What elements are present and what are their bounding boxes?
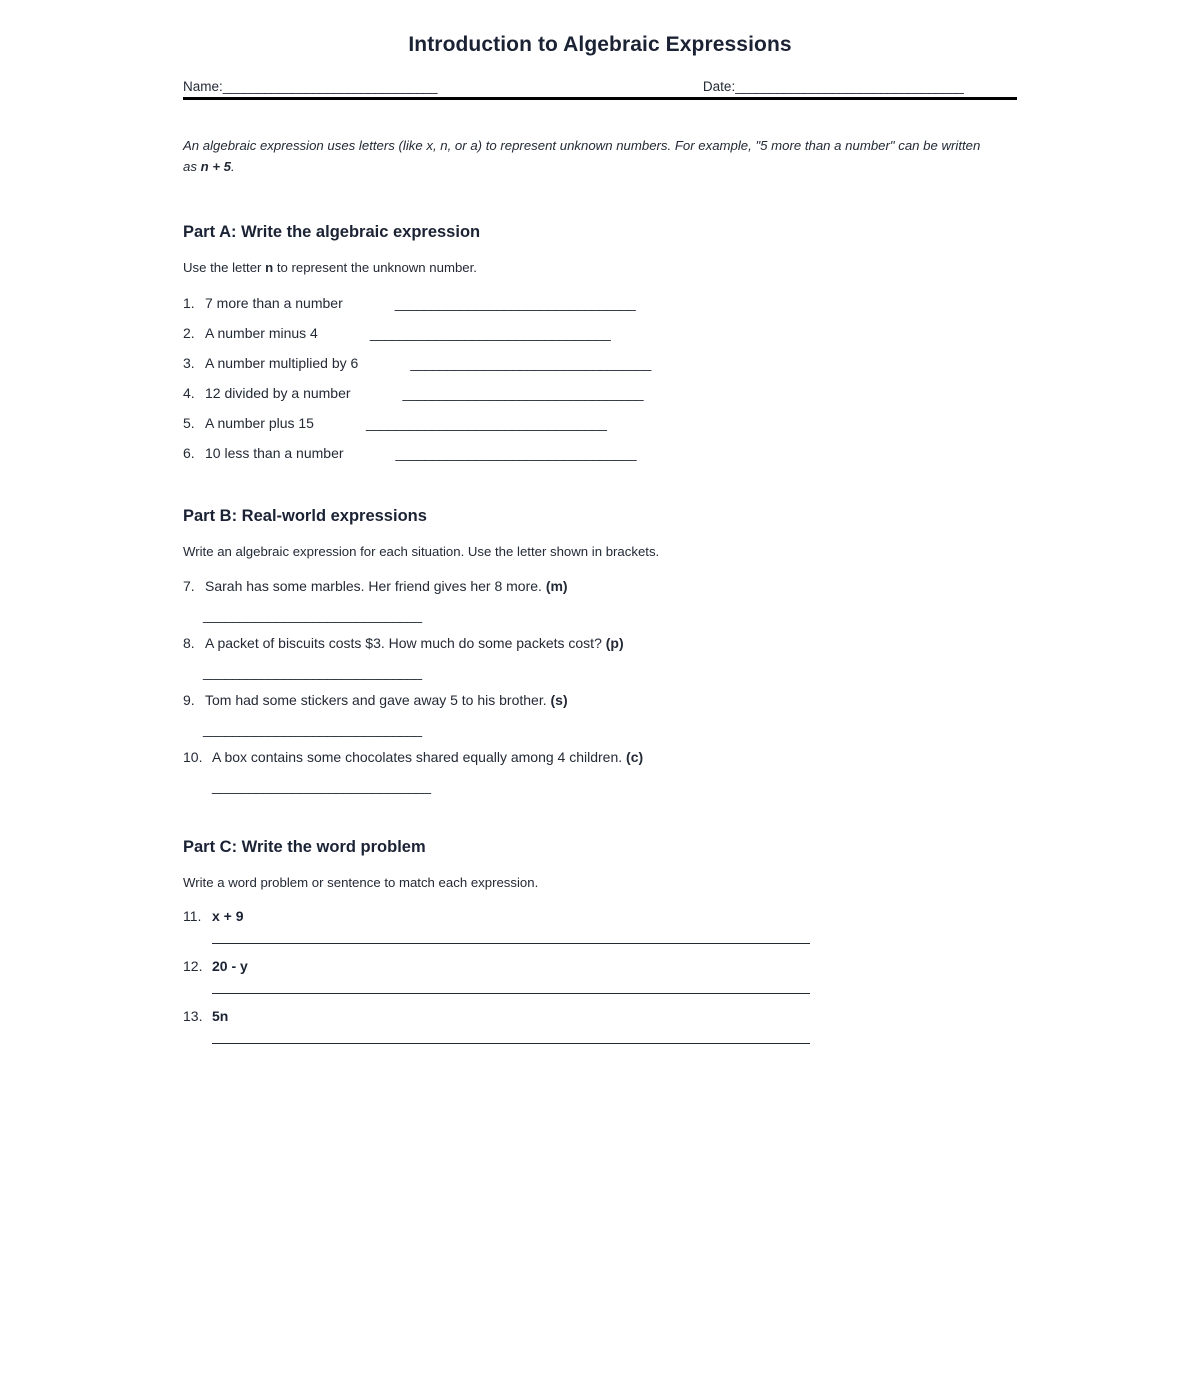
part-a-item [183,355,1017,371]
item-expression: x + 9 [212,908,244,925]
intro-text-before: An algebraic expression uses letters (like x, n, or a) to represent unknown numbers. For example, "5 more than a number" can be written as [183,138,981,174]
worksheet-content [183,0,1017,1058]
item-sentence: Sarah has some marbles. Her friend gives her 8 more. [205,577,546,594]
part-a-instruction-before: Use the letter [183,259,266,275]
item-answer-blank[interactable]: _________________________________ [410,354,651,371]
part-c-item [183,958,1017,994]
item-sentence: A box contains some chocolates shared equally among 4 children. [212,748,627,765]
item-text [212,749,643,765]
item-sentence: A packet of biscuits costs $3. How much do some packets cost? [205,634,606,651]
item-answer-blank[interactable]: _________________________________ [369,324,611,341]
question-line [183,692,1017,708]
item-prompt: 10 less than a number [205,444,344,461]
part-a-instruction [183,258,1017,278]
item-number: 1. [183,294,195,311]
item-number: 11. [183,908,202,925]
intro-text-after: . [231,158,235,174]
question-line [183,908,1017,924]
item-prompt: A number minus 4 [205,324,318,341]
header-divider [183,97,1017,100]
part-b-item [183,635,1017,680]
item-sentence: Tom had some stickers and gave away 5 to his brother. [205,691,551,708]
part-c-heading: Part C: Write the word problem [183,837,426,856]
date-input-blank[interactable]: _________________________________ [735,79,964,94]
item-expression: 5n [212,1008,229,1025]
name-input-blank[interactable]: _______________________________ [222,79,437,94]
part-a-item [183,445,1017,461]
part-c-item [183,1008,1017,1044]
item-variable: (s) [550,691,568,708]
item-answer-blank[interactable]: _________________________________ [365,414,607,431]
item-text [205,578,568,594]
name-label: Name: [183,79,223,94]
item-variable: (p) [605,634,624,651]
part-c-item [183,908,1017,944]
item-text [205,635,624,651]
item-number: 6. [183,444,195,461]
part-a-list [183,295,1017,461]
item-number: 2. [183,324,195,341]
part-b-list [183,578,1017,794]
part-c-list [183,908,1017,1044]
item-answer-blank[interactable]: ______________________________ [212,777,431,794]
item-prompt: A number plus 15 [205,414,314,431]
item-answer-blank[interactable]: _________________________________ [394,294,636,311]
item-answer-line[interactable] [212,1043,810,1044]
intro-paragraph [183,136,995,178]
item-number: 5. [183,414,195,431]
date-field-group[interactable] [703,79,963,94]
part-b-instruction: Write an algebraic expression for each situation. Use the letter shown in brackets. [183,543,660,559]
item-answer-blank[interactable]: ______________________________ [203,720,422,737]
item-prompt: A number multiplied by 6 [205,354,359,371]
part-a-item [183,295,1017,311]
part-b-item [183,692,1017,737]
item-number: 13. [183,1008,203,1025]
question-line [183,1008,1017,1024]
date-label: Date: [702,79,736,94]
item-prompt: 12 divided by a number [205,384,351,401]
question-line [183,635,1017,651]
question-line [183,958,1017,974]
item-answer-line[interactable] [212,943,810,944]
part-c-instruction: Write a word problem or sentence to match each expression. [183,874,539,890]
question-line [183,578,1017,594]
part-a-instruction-after: to represent the unknown number. [273,259,477,275]
item-expression: 20 - y [212,958,248,975]
item-prompt: 7 more than a number [205,294,343,311]
item-number: 10. [183,748,203,765]
part-a-item [183,385,1017,401]
part-a-heading: Part A: Write the algebraic expression [183,222,481,241]
item-number: 9. [183,691,195,708]
item-number: 7. [183,577,195,594]
intro-bold-expression: n + 5 [200,158,232,174]
part-b-item [183,578,1017,623]
question-line [183,749,1017,765]
name-date-row [183,79,1017,94]
part-a-item [183,325,1017,341]
item-answer-blank[interactable]: _________________________________ [402,384,643,401]
item-text [205,692,568,708]
part-b-item [183,749,1017,794]
part-a-item [183,415,1017,431]
item-answer-blank[interactable]: _________________________________ [395,444,636,461]
item-number: 12. [183,958,203,975]
item-number: 4. [183,384,195,401]
item-answer-blank[interactable]: ______________________________ [203,606,422,623]
item-variable: (c) [626,748,644,765]
item-variable: (m) [545,577,568,594]
item-number: 3. [183,354,195,371]
item-number: 8. [183,634,195,651]
page-title: Introduction to Algebraic Expressions [408,33,792,56]
part-b-heading: Part B: Real-world expressions [183,506,427,525]
item-answer-blank[interactable]: ______________________________ [203,663,422,680]
part-a-instruction-variable: n [265,259,274,275]
item-answer-line[interactable] [212,993,810,994]
name-field-group[interactable] [183,79,437,94]
